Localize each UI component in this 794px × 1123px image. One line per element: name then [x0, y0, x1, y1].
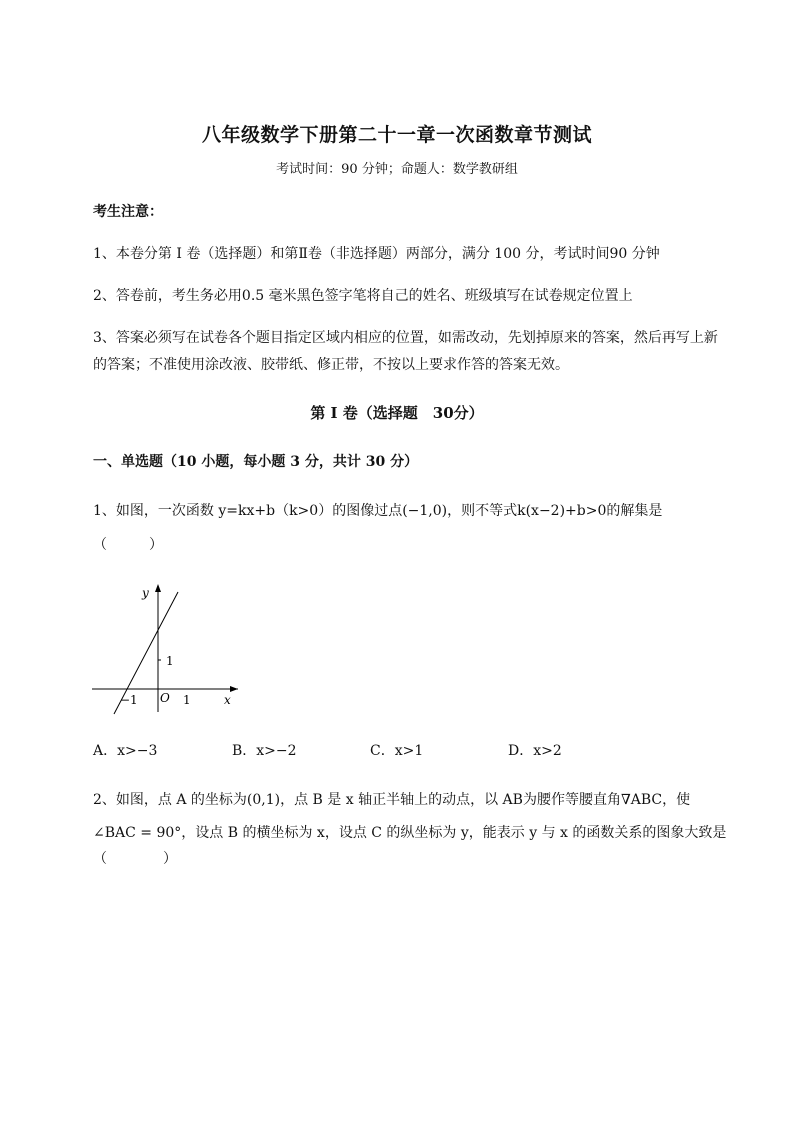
question-1-figure [90, 580, 250, 715]
page-title: 八年级数学下册第二十一章一次函数章节测试 [201, 124, 592, 146]
option-d: D．x>2 [508, 743, 562, 759]
x-axis-arrow [230, 686, 238, 692]
question-1-answer-paren: （ ） [93, 537, 163, 553]
option-c: C．x>1 [370, 743, 424, 759]
tick-label-y-1: 1 [166, 654, 174, 668]
question-2-stem-line-1: 2、如图，点 A 的坐标为(0,1)，点 B 是 x 轴正半轴上的动点，以 AB为腰作等腰直角∇ABC，使 [93, 792, 691, 808]
y-axis-label: y [142, 586, 149, 600]
part-heading: 一、单选题（10 小题，每小题 3 分，共计 30 分） [93, 454, 419, 470]
origin-label: O [160, 691, 170, 705]
question-1-stem: 1、如图，一次函数 y=kx+b（k>0）的图像过点(−1,0)，则不等式k(x−2)+b>0的解集是 [93, 503, 663, 519]
option-b: B．x>−2 [232, 743, 297, 759]
question-2-stem-line-2: ∠BAC = 90°，设点 B 的横坐标为 x，设点 C 的纵坐标为 y，能表示 y 与 x 的函数关系的图象大致是 [93, 825, 727, 841]
notice-heading: 考生注意： [93, 204, 163, 220]
notice-item-2: 2、答卷前，考生务必用0.5 毫米黑色签字笔将自己的姓名、班级填写在试卷规定位置上 [93, 288, 633, 304]
question-2-answer-paren: （ ） [93, 851, 177, 867]
notice-item-3: 3、答案必须写在试卷各个题目指定区域内相应的位置，如需改动，先划掉原来的答案，然后再写上新 [93, 330, 718, 346]
tick-label-neg-1: −1 [120, 693, 138, 707]
section-title: 第 I 卷（选择题 30分） [310, 404, 484, 422]
notice-item-1: 1、本卷分第 I 卷（选择题）和第Ⅱ卷（非选择题）两部分，满分 100 分，考试时间90 分钟 [93, 246, 660, 262]
option-a: A．x>−3 [93, 743, 158, 759]
y-axis-arrow [155, 584, 161, 592]
notice-item-3-continued: 的答案；不准使用涂改液、胶带纸、修正带，不按以上要求作答的答案无效。 [93, 357, 569, 373]
exam-info: 考试时间：90 分钟；命题人：数学教研组 [276, 162, 518, 177]
x-axis-label: x [224, 693, 231, 707]
tick-label-x-1: 1 [183, 693, 191, 707]
